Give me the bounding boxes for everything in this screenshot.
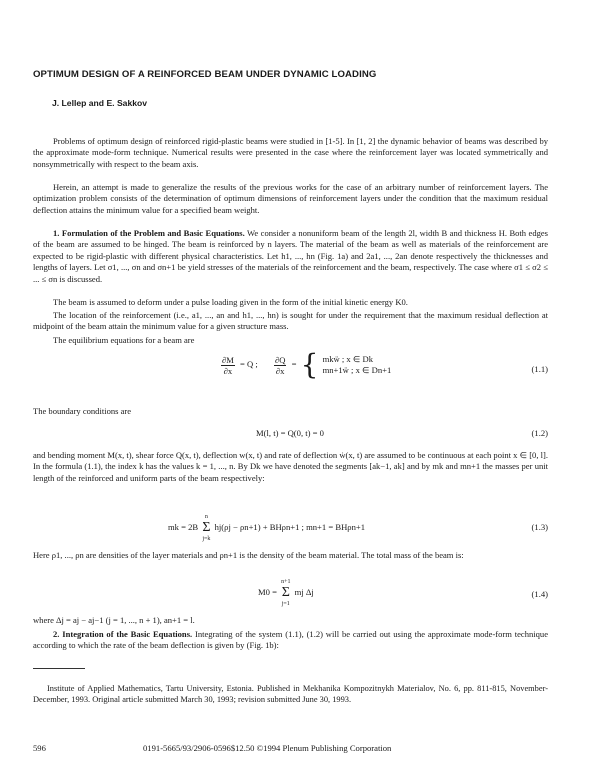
paragraph-formulation: [33, 228, 548, 285]
paper-authors: J. Lellep and E. Sakkov: [52, 98, 148, 108]
fraction-dQ-dx: $\frac{\partial Q}{\partial x}$: [274, 354, 286, 376]
equation-number-1-2: (1.2): [531, 428, 548, 438]
equation-1-4: M0 = n+1 Σ j=1 mj Δj: [258, 579, 314, 607]
paragraph-where-delta: where Δj = aj − aj−1 (j = 1, ..., n + 1), an+1 = l.: [33, 615, 195, 625]
equation-1-2: M(l, t) = Q(0, t) = 0: [256, 428, 324, 438]
paragraph-intro: Problems of optimum design of reinforced rigid-plastic beams were studied in [1-5]. In [1, 2] the dynamic behavior of beams was described by the approximate mode-form technique. Numerical results were presented in the case where the reinforcement layer was located symmetrically and nonsymmetrically with respect to the beam axis.: [33, 136, 548, 169]
fraction-dM-dx: $\frac{\partial M}{\partial x}$: [222, 354, 234, 376]
paragraph-densities: Here ρ1, ..., ρn are densities of the layer materials and ρn+1 is the density of the beam material. The total mass of the beam is:: [33, 550, 464, 560]
equation-cases: mkẅ ; x ∈ Dk mn+1ẅ ; x ∈ Dn+1: [322, 354, 392, 375]
paragraph-location: The location of the reinforcement (i.e., a1, ..., an and h1, ..., hn) is sought for under the requirement that the maximum residual deflection at midpoint of the beam attain the minimum value for a given structure mass.: [33, 310, 548, 332]
summation-symbol: n+1 Σ j=1: [281, 579, 291, 607]
equation-1-3: mk = 2B n Σ j=k hj(ρj − ρn+1) + BHρn+1 ; mn+1 = BHρn+1: [168, 514, 366, 542]
summation-symbol: n Σ j=k: [202, 514, 211, 542]
equation-number-1-3: (1.3): [531, 522, 548, 532]
paragraph-integration-text: Integrating of the system (1.1), (1.2) will be carried out using the approximate mode-form technique according to which the rate of the beam deflection is given by (Fig. 1b):: [33, 629, 548, 651]
equation-number-1-4: (1.4): [531, 589, 548, 599]
page-number: 596: [33, 743, 46, 753]
section-heading-2: 2. Integration of the Basic Equations.: [53, 629, 193, 639]
paper-title: OPTIMUM DESIGN OF A REINFORCED BEAM UNDER DYNAMIC LOADING: [33, 69, 377, 80]
paragraph-equilibrium-intro: The equilibrium equations for a beam are: [53, 335, 195, 345]
left-brace: {: [300, 348, 319, 381]
paragraph-integration: [33, 629, 548, 652]
section-heading-1: 1. Formulation of the Problem and Basic Equations.: [53, 228, 245, 238]
paragraph-pulse-loading: The beam is assumed to deform under a pulse loading given in the form of the initial kinetic energy K0.: [53, 297, 408, 307]
equation-number-1-1: (1.1): [531, 364, 548, 374]
paragraph-formulation-text: We consider a nonuniform beam of the length 2l, width B and thickness H. Both edges of the beam are assumed to be hinged. The beam is reinforced by n layers. The material of the beam as well as materials of the reinforcement are expected to be rigid-plastic with different physical characteristics. Let h1, ..., hn (Fig. 1a) and 2a1, ..., 2an denote respectively the thicknesses and lengths of layers. Let σ1, ..., σn and σn+1 be yield stresses of the materials of the reinforcement and the beam, respectively. The case where σ1 ≤ σ2 ≤ ... ≤ σn is discussed.: [33, 228, 548, 284]
paragraph-boundary-intro: The boundary conditions are: [33, 406, 132, 416]
equation-1-1: $\frac{\partial M}{\partial x}$ = Q ; $\frac{\partial Q}{\partial x}$ = { mkẅ ; x ∈ Dk mn+1ẅ ; x ∈ Dn+1: [222, 348, 392, 381]
paragraph-continuity: and bending moment M(x, t), shear force Q(x, t), deflection w(x, t) and rate of deflection ẇ(x, t) are assumed to be continuous at each point x ∈ [0, l]. In the formula (1.1), the index k has the values k = 1, ..., n. By Dk we have denoted the segments [ak−1, ak] and by mk and mn+1 the masses per unit length of the reinforced and uniform parts of the beam respectively:: [33, 450, 548, 483]
paragraph-herein: Herein, an attempt is made to generalize the results of the previous works for the case of an arbitrary number of reinforcement layers. The optimization problem consists of the determination of optimum dimensions of reinforcement layers under the condition that the maximum residual deflection attains the minimum value for a specified beam weight.: [33, 182, 548, 215]
footnote: Institute of Applied Mathematics, Tartu University, Estonia. Published in Mekhanika Kompozitnykh Materialov, No. 6, pp. 811-815, November-December, 1993. Original article submitted March 30, 1993; revision submitted June 30, 1993.: [33, 684, 548, 705]
footnote-divider: [33, 668, 85, 669]
copyright-line: 0191-5665/93/2906-0596$12.50 ©1994 Plenum Publishing Corporation: [143, 743, 392, 753]
